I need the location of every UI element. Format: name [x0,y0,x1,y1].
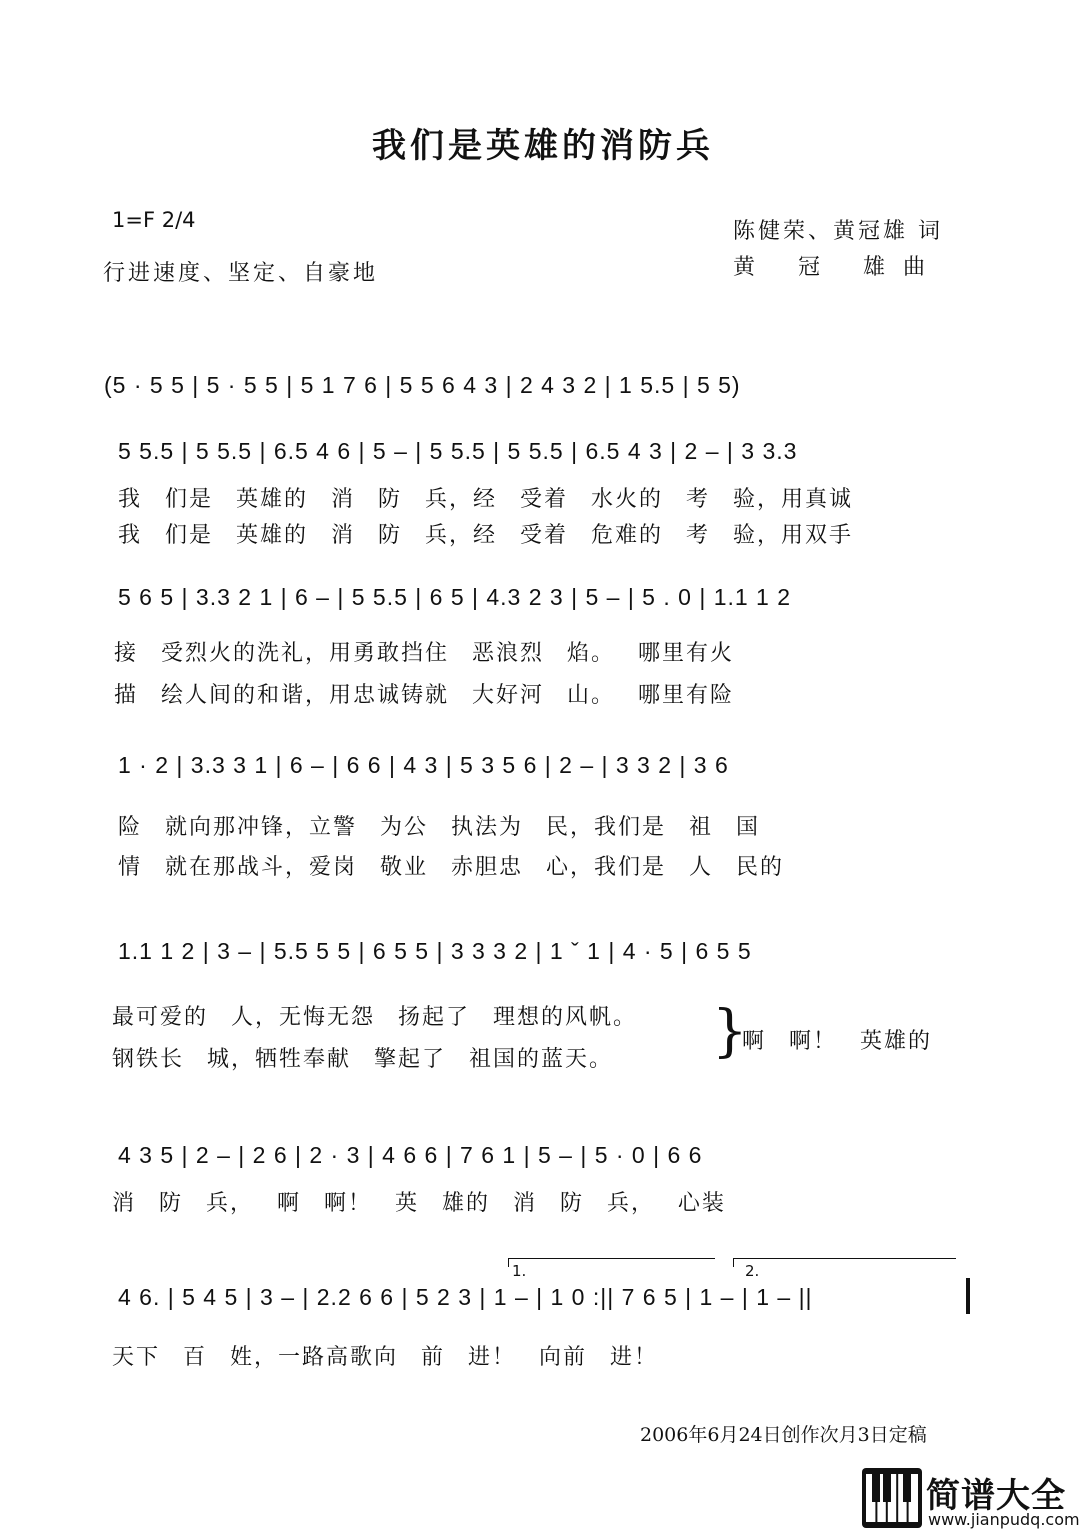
volta-2-label: 2. [745,1262,760,1280]
tempo-marking: 行进速度、坚定、自豪地 [103,261,379,286]
lyric-line: 钢铁长 城，牺牲奉献 擎起了 祖国的蓝天。 [112,1047,613,1072]
brace-icon: } [712,999,748,1064]
final-barline [966,1278,970,1314]
notation-row: 4 3 5 | 2 – | 2 6 | 2 · 3 | 4 6 6 | 7 6 1 | 5 – | 5 · 0 | 6 6 [118,1142,703,1168]
notation-row: 4 6. | 5 4 5 | 3 – | 2.2 6 6 | 5 2 3 | 1 – | 1 0 :|| 7 6 5 | 1 – | 1 – || [118,1284,813,1310]
key-signature: 1=F 2/4 [112,208,196,232]
side-lyric: 啊 啊！ 英雄的 [742,1029,932,1054]
notation-row: 5 5.5 | 5 5.5 | 6.5 4 6 | 5 – | 5 5.5 | 5 5.5 | 6.5 4 3 | 2 – | 3 3.3 [118,438,798,464]
composer-credit: 黄 冠 雄曲 [733,255,943,280]
site-logo [862,1468,1080,1532]
volta-2-bracket [733,1258,956,1267]
logo-url: www.jianpudq.com [928,1510,1080,1529]
lyric-line: 接 受烈火的洗礼，用勇敢挡住 恶浪烈 焰。 哪里有火 [114,641,734,666]
date-note: 2006年6月24日创作次月3日定稿 [640,1424,927,1446]
volta-1-label: 1. [512,1262,527,1280]
lyric-line: 险 就向那冲锋，立警 为公 执法为 民，我们是 祖 国 [118,815,760,840]
notation-row: 1.1 1 2 | 3 – | 5.5 5 5 | 6 5 5 | 3 3 3 2 | 1 ˇ 1 | 4 · 5 | 6 5 5 [118,938,752,964]
lyric-line: 最可爱的 人，无悔无怨 扬起了 理想的风帆。 [112,1005,637,1030]
lyric-line: 我 们是 英雄的 消 防 兵，经 受着 危难的 考 验，用双手 [118,523,853,548]
lyric-line: 天下 百 姓，一路高歌向 前 进！ 向前 进！ [112,1345,658,1370]
score-title: 我们是英雄的消防兵 [372,126,714,166]
lyric-line: 我 们是 英雄的 消 防 兵，经 受着 水火的 考 验，用真诚 [118,487,853,512]
piano-icon [862,1468,922,1528]
lyricist-credit: 陈健荣、黄冠雄 词 [733,219,943,244]
notation-row: 1 · 2 | 3.3 3 1 | 6 – | 6 6 | 4 3 | 5 3 5 6 | 2 – | 3 3 2 | 3 6 [118,752,729,778]
notation-row: 5 6 5 | 3.3 2 1 | 6 – | 5 5.5 | 6 5 | 4.3 2 3 | 5 – | 5 . 0 | 1.1 1 2 [118,584,792,610]
logo-name: 简谱大全 [926,1476,1066,1516]
lyric-line: 消 防 兵， 啊 啊！ 英 雄的 消 防 兵， 心装 [112,1191,726,1216]
notation-row: (5 · 5 5 | 5 · 5 5 | 5 1 7 6 | 5 5 6 4 3 | 2 4 3 2 | 1 5.5 | 5 5) [104,372,741,398]
lyric-line: 情 就在那战斗，爱岗 敬业 赤胆忠 心，我们是 人 民的 [118,855,784,880]
lyric-line: 描 绘人间的和谐，用忠诚铸就 大好河 山。 哪里有险 [114,683,734,708]
volta-1-bracket [508,1258,715,1267]
